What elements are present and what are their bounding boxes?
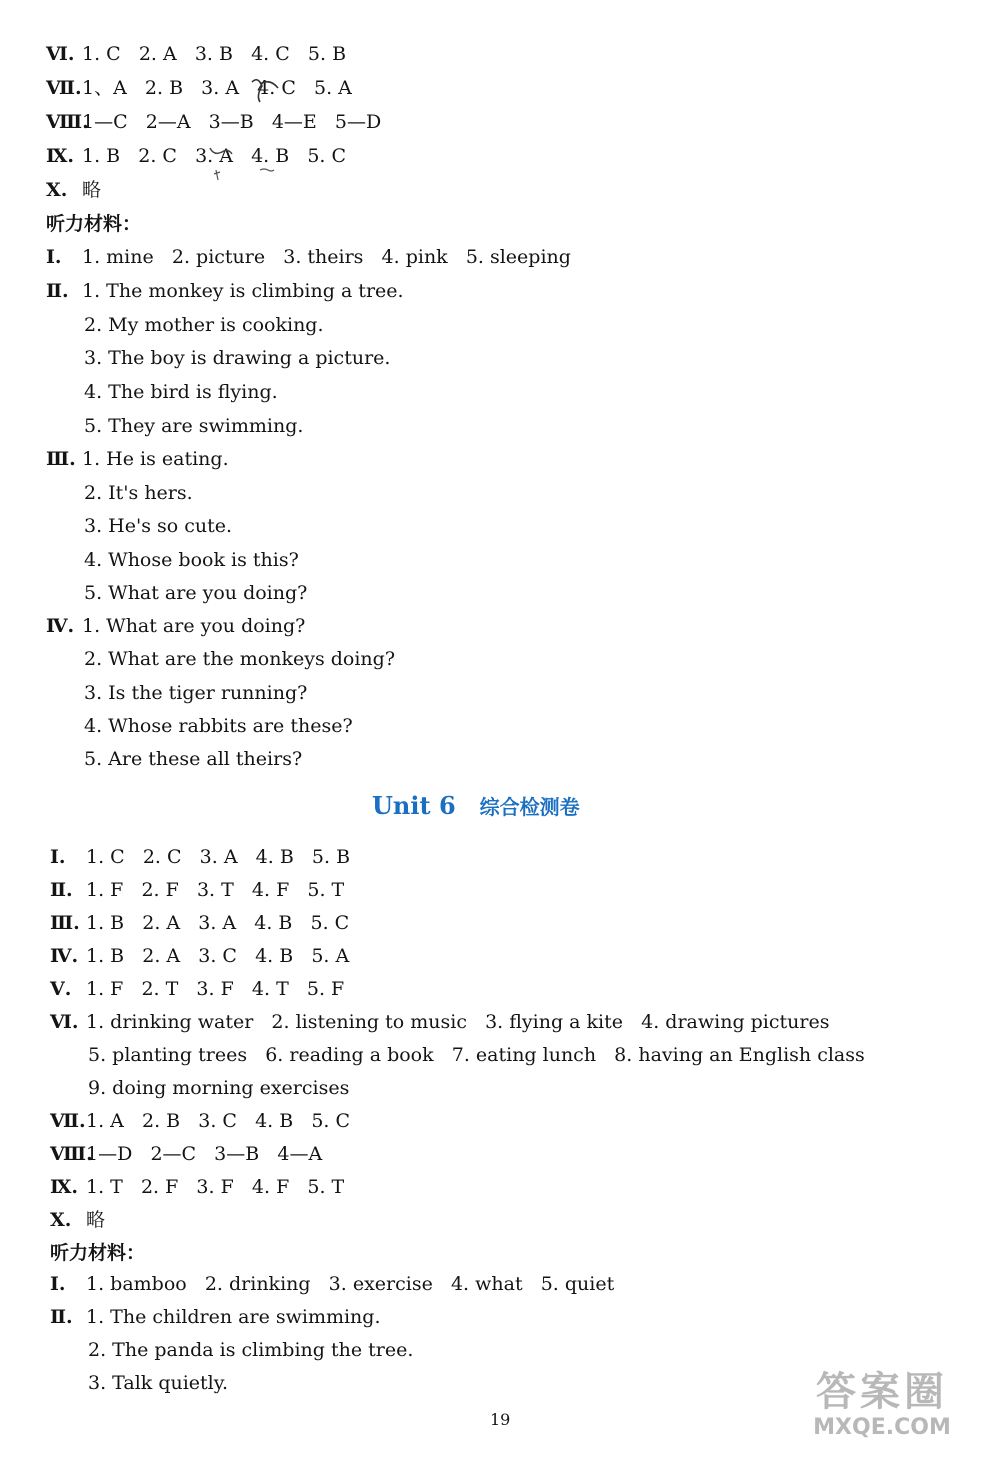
roman-numeral: Ⅱ. bbox=[50, 1306, 73, 1328]
answer-text: 1. B 2. A 3. A 4. B 5. C bbox=[86, 912, 350, 934]
answer-text: 1. F 2. F 3. T 4. F 5. T bbox=[86, 879, 345, 901]
listening-sentence: 5. Are these all theirs? bbox=[84, 748, 303, 770]
answer-text: 略 bbox=[82, 179, 102, 201]
roman-numeral: Ⅴ. bbox=[50, 978, 72, 1000]
answer-line-x bbox=[46, 178, 101, 202]
roman-numeral: Ⅸ. bbox=[50, 1176, 79, 1198]
roman-numeral: Ⅵ. bbox=[50, 1011, 79, 1033]
listening-line-ii bbox=[50, 1305, 381, 1329]
unit-answer-line-i bbox=[50, 845, 350, 869]
unit-answer-line-ix bbox=[50, 1175, 344, 1199]
listening-sentence: 4. Whose rabbits are these? bbox=[84, 715, 353, 737]
answer-text: 1、A 2. B 3. A 4. C 5. A bbox=[82, 77, 352, 99]
listening-sentence: 5. What are you doing? bbox=[84, 582, 308, 604]
answer-text: 1. drinking water 2. listening to music 3. flying a kite 4. drawing pictures bbox=[86, 1011, 830, 1033]
listening-sentence: 4. The bird is flying. bbox=[84, 381, 278, 403]
answer-text: 1. C 2. C 3. A 4. B 5. B bbox=[86, 846, 351, 868]
listening-text: 1. bamboo 2. drinking 3. exercise 4. what 5. quiet bbox=[86, 1273, 615, 1295]
roman-numeral: Ⅸ. bbox=[46, 145, 75, 167]
unit-answer-line-x bbox=[50, 1208, 105, 1232]
listening-sentence: 1. What are you doing? bbox=[82, 615, 306, 637]
unit-answer-line-viii bbox=[50, 1142, 322, 1166]
roman-numeral: Ⅳ. bbox=[46, 615, 75, 637]
listening-material-heading: 听力材料： bbox=[46, 213, 142, 235]
listening-sentence: 1. The monkey is climbing a tree. bbox=[82, 280, 404, 302]
listening-line-iv bbox=[46, 614, 305, 638]
unit-answer-line-iii bbox=[50, 911, 349, 935]
unit-heading bbox=[372, 790, 580, 823]
answer-line-vi bbox=[46, 42, 346, 66]
answer-text: 1. A 2. B 3. C 4. B 5. C bbox=[86, 1110, 351, 1132]
roman-numeral: Ⅶ. bbox=[50, 1110, 86, 1132]
roman-numeral: Ⅹ. bbox=[50, 1209, 72, 1231]
listening-line-iii bbox=[46, 447, 229, 471]
listening-sentence: 2. The panda is climbing the tree. bbox=[88, 1339, 414, 1361]
answer-text: 略 bbox=[86, 1209, 106, 1231]
listening-sentence: 1. The children are swimming. bbox=[86, 1306, 381, 1328]
listening-sentence: 3. Is the tiger running? bbox=[84, 682, 308, 704]
answer-text: 1. B 2. C 3. A 4. B 5. C bbox=[82, 145, 347, 167]
unit-answer-line-vi bbox=[50, 1010, 829, 1034]
unit-answer-line-ii bbox=[50, 878, 344, 902]
listening-material-heading: 听力材料： bbox=[50, 1242, 146, 1264]
pencil-scribble bbox=[200, 70, 300, 200]
answer-text: 9. doing morning exercises bbox=[88, 1077, 350, 1099]
listening-sentence: 5. They are swimming. bbox=[84, 415, 304, 437]
answer-text: 1. F 2. T 3. F 4. T 5. F bbox=[86, 978, 345, 1000]
answer-text: 1—C 2—A 3—B 4—E 5—D bbox=[82, 111, 382, 133]
roman-numeral: Ⅲ. bbox=[46, 448, 76, 470]
roman-numeral: Ⅹ. bbox=[46, 179, 68, 201]
roman-numeral: Ⅰ. bbox=[50, 1273, 66, 1295]
watermark-logo-text: 答案圈 bbox=[816, 1369, 948, 1415]
answer-text: 1—D 2—C 3—B 4—A bbox=[86, 1143, 323, 1165]
listening-line-i bbox=[46, 245, 571, 269]
unit-answer-line-v bbox=[50, 977, 344, 1001]
listening-sentence: 4. Whose book is this? bbox=[84, 549, 299, 571]
listening-sentence: 2. It's hers. bbox=[84, 482, 193, 504]
answer-text: 1. B 2. A 3. C 4. B 5. A bbox=[86, 945, 350, 967]
listening-line-i bbox=[50, 1272, 614, 1296]
unit-subtitle: 综合检测卷 bbox=[479, 795, 580, 819]
site-watermark bbox=[782, 1369, 982, 1449]
listening-sentence: 2. What are the monkeys doing? bbox=[84, 648, 396, 670]
listening-sentence: 3. He's so cute. bbox=[84, 515, 233, 537]
answer-line-ix bbox=[46, 144, 346, 168]
unit-answer-line-vii bbox=[50, 1109, 350, 1133]
watermark-url: MXQE.COM bbox=[813, 1415, 951, 1440]
listening-sentence: 3. The boy is drawing a picture. bbox=[84, 347, 391, 369]
listening-text: 1. mine 2. picture 3. theirs 4. pink 5. sleeping bbox=[82, 246, 571, 268]
roman-numeral: Ⅶ. bbox=[46, 77, 82, 99]
answer-text: 1. T 2. F 3. F 4. F 5. T bbox=[86, 1176, 345, 1198]
roman-numeral: Ⅷ. bbox=[46, 111, 89, 133]
roman-numeral: Ⅳ. bbox=[50, 945, 79, 967]
unit-title: Unit 6 bbox=[372, 791, 456, 820]
roman-numeral: Ⅰ. bbox=[46, 246, 62, 268]
unit-answer-line-iv bbox=[50, 944, 349, 968]
listening-sentence: 2. My mother is cooking. bbox=[84, 314, 324, 336]
roman-numeral: Ⅰ. bbox=[50, 846, 66, 868]
roman-numeral: Ⅱ. bbox=[46, 280, 69, 302]
roman-numeral: Ⅷ. bbox=[50, 1143, 93, 1165]
listening-sentence: 3. Talk quietly. bbox=[88, 1372, 229, 1394]
answer-text: 1. C 2. A 3. B 4. C 5. B bbox=[82, 43, 347, 65]
answer-line-vii bbox=[46, 76, 352, 100]
answer-text: 5. planting trees 6. reading a book 7. eating lunch 8. having an English class bbox=[88, 1044, 865, 1066]
roman-numeral: Ⅲ. bbox=[50, 912, 80, 934]
page-number: 19 bbox=[490, 1410, 511, 1429]
listening-sentence: 1. He is eating. bbox=[82, 448, 229, 470]
listening-line-ii bbox=[46, 279, 404, 303]
roman-numeral: Ⅵ. bbox=[46, 43, 75, 65]
roman-numeral: Ⅱ. bbox=[50, 879, 73, 901]
